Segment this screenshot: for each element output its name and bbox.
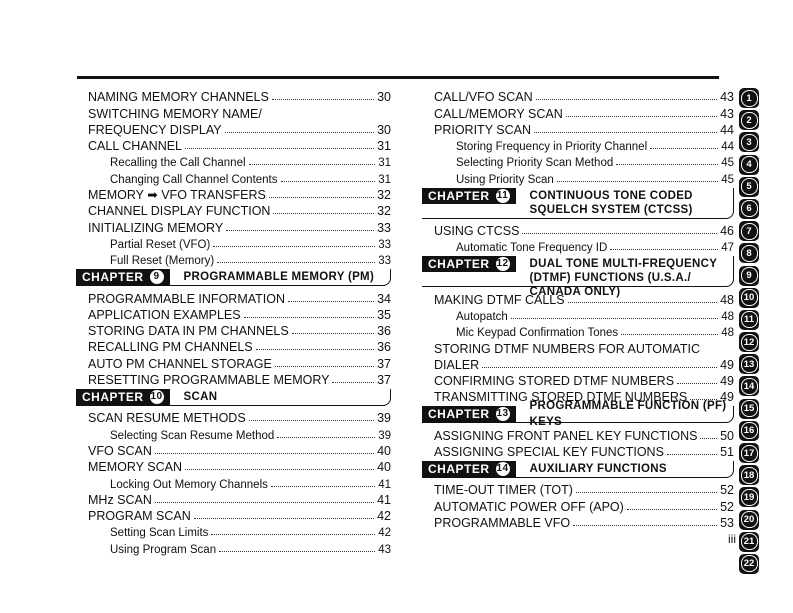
chapter-label: [76, 389, 170, 405]
chapter-tab-number: 18: [741, 467, 758, 484]
dot-leader: [573, 525, 717, 526]
chapter-tab[interactable]: [739, 199, 759, 219]
entry-page: 31: [377, 139, 391, 154]
toc-entry[interactable]: [88, 218, 391, 234]
entry-page: 50: [720, 428, 734, 443]
chapter-label-text: CHAPTER: [82, 270, 144, 285]
chapter-label-text: CHAPTER: [428, 462, 490, 477]
entry-page: 30: [377, 122, 391, 137]
entry-page: 40: [377, 460, 391, 475]
chapter-label: [422, 406, 516, 422]
entry-page: 47: [721, 242, 734, 255]
dot-leader: [194, 518, 374, 519]
entry-title: Mic Keypad Confirmation Tones: [456, 327, 619, 340]
toc-entry[interactable]: [88, 371, 391, 387]
toc-subentry[interactable]: [88, 474, 391, 490]
entry-title: NAMING MEMORY CHANNELS: [88, 90, 269, 105]
chapter-tab[interactable]: [739, 266, 759, 286]
dot-leader: [272, 99, 374, 100]
entry-title: Selecting Priority Scan Method: [456, 157, 614, 170]
entry-page: 43: [720, 90, 734, 105]
entry-page: 46: [720, 224, 734, 239]
entry-title: Automatic Tone Frequency ID: [456, 242, 608, 255]
entry-page: 45: [721, 157, 734, 170]
entry-page: 52: [720, 499, 734, 514]
entry-title: RECALLING PM CHANNELS: [88, 340, 253, 355]
toc-entry[interactable]: [88, 104, 391, 120]
chapter-tab-number: 4: [741, 156, 758, 173]
toc-entry[interactable]: [88, 322, 391, 338]
entry-title: MAKING DTMF CALLS: [434, 292, 565, 307]
chapter-tab[interactable]: [739, 221, 759, 241]
entry-title: MEMORY SCAN: [88, 460, 183, 475]
dot-leader: [610, 249, 718, 250]
chapter-heading: [422, 256, 734, 299]
chapter-tab-number: 21: [741, 533, 758, 550]
entry-title: APPLICATION EXAMPLES: [88, 307, 241, 322]
dot-leader: [155, 502, 374, 503]
dot-leader: [677, 383, 717, 384]
entry-title: VFO SCAN: [88, 443, 152, 458]
entry-title: Using Priority Scan: [456, 173, 554, 186]
dot-leader: [292, 333, 374, 334]
dot-leader: [185, 148, 374, 149]
entry-title: RESETTING PROGRAMMABLE MEMORY: [88, 373, 330, 388]
entry-page: 33: [377, 220, 391, 235]
toc-entry[interactable]: [88, 338, 391, 354]
toc-entry[interactable]: [88, 507, 391, 523]
chapter-title: AUXILIARY FUNCTIONS: [529, 463, 667, 476]
chapter-tab[interactable]: [739, 88, 759, 108]
toc-entry[interactable]: [88, 491, 391, 507]
chapter-number: 10: [150, 391, 163, 403]
chapter-label-text: CHAPTER: [82, 390, 144, 405]
chapter-number: 9: [150, 270, 164, 284]
entry-page: 36: [377, 340, 391, 355]
entry-title: Setting Scan Limits: [110, 527, 209, 540]
entry-title: CALL/VFO SCAN: [434, 90, 533, 105]
toc-subentry[interactable]: [88, 523, 391, 539]
chapter-number: 12: [496, 258, 509, 270]
entry-title: Using Program Scan: [110, 543, 217, 556]
entry-title: Storing Frequency in Priority Channel: [456, 141, 648, 154]
chapter-title: PROGRAMMABLE MEMORY (PM): [183, 271, 375, 284]
chapter-tab-number: 13: [741, 356, 758, 373]
entry-page: 49: [720, 390, 734, 405]
toc-entry[interactable]: [434, 290, 734, 306]
chapter-tab-number: 1: [741, 90, 758, 107]
entry-title: Full Reset (Memory): [110, 255, 215, 268]
entry-page: 44: [720, 122, 734, 137]
chapter-tab-number: 3: [741, 134, 758, 151]
entry-title: MEMORY ➡ VFO TRANSFERS: [88, 188, 266, 203]
entry-title: CALL CHANNEL: [88, 139, 183, 154]
entry-title: CONFIRMING STORED DTMF NUMBERS: [434, 374, 675, 389]
dot-leader: [226, 230, 374, 231]
entry-page: 31: [378, 173, 391, 186]
chapter-label: [422, 461, 516, 477]
chapter-tab-number: 15: [741, 400, 758, 417]
chapter-title: PROGRAMMABLE FUNCTION (PF) KEYS: [529, 400, 727, 429]
entry-title: PROGRAMMABLE VFO: [434, 515, 571, 530]
toc-subentry[interactable]: [434, 323, 734, 339]
entry-title: PROGRAMMABLE INFORMATION: [88, 291, 286, 306]
entry-page: 49: [720, 374, 734, 389]
entry-page: 41: [378, 478, 391, 491]
toc-subentry[interactable]: [434, 153, 734, 169]
chapter-label-text: CHAPTER: [428, 407, 490, 422]
chapter-tab-number: 8: [741, 245, 758, 262]
toc-entry[interactable]: [88, 354, 391, 370]
entry-title: AUTO PM CHANNEL STORAGE: [88, 356, 272, 371]
chapter-tab[interactable]: [739, 177, 759, 197]
chapter-tab[interactable]: [739, 554, 759, 574]
toc-entry[interactable]: [88, 289, 391, 305]
chapter-tab[interactable]: [739, 376, 759, 396]
toc-entry[interactable]: [434, 222, 734, 238]
entry-page: 48: [721, 327, 734, 340]
chapter-tab[interactable]: [739, 399, 759, 419]
entry-title: MHz SCAN: [88, 492, 152, 507]
dot-leader: [482, 367, 717, 368]
toc-entry[interactable]: [434, 372, 734, 388]
chapter-tab[interactable]: [739, 155, 759, 175]
entry-page: 41: [377, 492, 391, 507]
entry-page: 36: [377, 324, 391, 339]
entry-page: 52: [720, 483, 734, 498]
entry-page: 39: [377, 411, 391, 426]
entry-page: 30: [377, 90, 391, 105]
entry-page: 48: [720, 292, 734, 307]
toc-subentry[interactable]: [434, 238, 734, 254]
entry-title: PROGRAM SCAN: [88, 509, 191, 524]
chapter-tab-number: 5: [741, 178, 758, 195]
entry-page: 53: [720, 515, 734, 530]
dot-leader: [288, 301, 374, 302]
toc-entry[interactable]: [88, 458, 391, 474]
chapter-tab-number: 10: [741, 289, 758, 306]
entry-page: 48: [721, 310, 734, 323]
chapter-tab-number: 12: [741, 334, 758, 351]
entry-title: STORING DATA IN PM CHANNELS: [88, 324, 289, 339]
dot-leader: [217, 262, 375, 263]
dot-leader: [616, 164, 718, 165]
chapter-tab[interactable]: [739, 532, 759, 552]
dot-leader: [511, 318, 718, 319]
chapter-tab[interactable]: [739, 332, 759, 352]
chapter-tab-number: 17: [741, 445, 758, 462]
entry-title: DIALER: [434, 357, 480, 372]
toc-subentry[interactable]: [88, 251, 391, 267]
toc-subentry[interactable]: [88, 235, 391, 251]
chapter-tab-number: 14: [741, 378, 758, 395]
toc-entry[interactable]: [434, 443, 734, 459]
toc-subentry[interactable]: [434, 169, 734, 185]
toc-subentry[interactable]: [88, 539, 391, 555]
chapter-tab[interactable]: [739, 132, 759, 152]
entry-title: Locking Out Memory Channels: [110, 478, 268, 491]
chapter-heading: [422, 400, 734, 429]
entry-title: TRANSMITTING STORED DTMF NUMBERS: [434, 390, 688, 405]
dot-leader: [211, 534, 375, 535]
toc-subentry[interactable]: [88, 169, 391, 185]
dot-leader: [249, 420, 374, 421]
entry-page: 42: [377, 509, 391, 524]
page-number: iii: [728, 532, 736, 546]
entry-page: 43: [378, 543, 391, 556]
dot-leader: [700, 438, 717, 439]
chapter-label-text: CHAPTER: [428, 257, 490, 272]
entry-title: USING CTCSS: [434, 224, 520, 239]
toc-entry[interactable]: [88, 202, 391, 218]
chapter-label: [422, 188, 516, 204]
chapter-tab-number: 2: [741, 112, 758, 129]
entry-page: 31: [378, 157, 391, 170]
dot-leader: [185, 469, 374, 470]
entry-title: PRIORITY SCAN: [434, 122, 532, 137]
chapter-tab-number: 11: [741, 311, 758, 328]
entry-title: Partial Reset (VFO): [110, 238, 211, 251]
chapter-label-text: CHAPTER: [428, 188, 490, 203]
toc-entry[interactable]: [88, 121, 391, 137]
toc-entry[interactable]: [434, 514, 734, 530]
entry-title: SWITCHING MEMORY NAME/: [88, 106, 262, 121]
dot-leader: [277, 437, 375, 438]
toc-entry[interactable]: [88, 186, 391, 202]
entry-title: ASSIGNING FRONT PANEL KEY FUNCTIONS: [434, 428, 698, 443]
dot-leader: [275, 366, 374, 367]
entry-title: ASSIGNING SPECIAL KEY FUNCTIONS: [434, 445, 664, 460]
entry-page: 40: [377, 443, 391, 458]
toc-subentry[interactable]: [434, 307, 734, 323]
chapter-tab[interactable]: [739, 487, 759, 507]
chapter-heading: [422, 188, 734, 219]
chapter-tab-number: 7: [741, 223, 758, 240]
entry-page: 34: [377, 291, 391, 306]
entry-page: 49: [720, 357, 734, 372]
toc-subentry[interactable]: [88, 153, 391, 169]
entry-title: FREQUENCY DISPLAY: [88, 122, 222, 137]
toc-entry[interactable]: [88, 409, 391, 425]
entry-title: Autopatch: [456, 310, 508, 323]
entry-page: 45: [721, 173, 734, 186]
chapter-tab[interactable]: [739, 288, 759, 308]
entry-page: 37: [377, 373, 391, 388]
dot-leader: [332, 382, 374, 383]
toc-right-column: [428, 88, 734, 530]
chapter-label: [422, 256, 516, 272]
dot-leader: [269, 197, 374, 198]
dot-leader: [213, 246, 375, 247]
dot-leader: [667, 454, 717, 455]
entry-page: 43: [720, 106, 734, 121]
dot-leader: [557, 181, 718, 182]
dot-leader: [534, 132, 717, 133]
entry-title: SCAN RESUME METHODS: [88, 411, 246, 426]
toc-entry[interactable]: [434, 481, 734, 497]
entry-title: Selecting Scan Resume Method: [110, 429, 275, 442]
dot-leader: [627, 509, 717, 510]
dot-leader: [244, 317, 374, 318]
chapter-title: CONTINUOUS TONE CODED SQUELCH SYSTEM (CTCSS): [529, 189, 693, 216]
toc-entry[interactable]: [434, 339, 734, 355]
entry-page: 39: [378, 429, 391, 442]
chapter-heading: [422, 461, 734, 478]
entry-title: Changing Call Channel Contents: [110, 173, 278, 186]
dot-leader: [219, 551, 375, 552]
chapter-title: SCAN: [183, 391, 218, 404]
toc-entry[interactable]: [88, 88, 391, 104]
dot-leader: [621, 334, 718, 335]
toc-left-column: [82, 88, 391, 556]
dot-leader: [273, 213, 374, 214]
entry-title: INITIALIZING MEMORY: [88, 220, 224, 235]
chapter-tab-number: 22: [741, 555, 758, 572]
dot-leader: [256, 349, 374, 350]
dot-leader: [522, 233, 717, 234]
dot-leader: [249, 164, 376, 165]
chapter-tab[interactable]: [739, 510, 759, 530]
dot-leader: [155, 453, 374, 454]
entry-title: STORING DTMF NUMBERS FOR AUTOMATIC: [434, 341, 700, 356]
chapter-tab[interactable]: [739, 310, 759, 330]
dot-leader: [650, 148, 718, 149]
toc-entry[interactable]: [434, 88, 734, 104]
entry-title: TIME-OUT TIMER (TOT): [434, 483, 573, 498]
entry-page: 32: [377, 204, 391, 219]
chapter-tab-number: 20: [741, 511, 758, 528]
chapter-tab[interactable]: [739, 465, 759, 485]
entry-page: 51: [720, 445, 734, 460]
chapter-heading: [76, 389, 391, 406]
chapter-tab[interactable]: [739, 243, 759, 263]
entry-page: 35: [377, 307, 391, 322]
dot-leader: [576, 492, 717, 493]
chapter-tab-number: 6: [741, 200, 758, 217]
chapter-label: [76, 269, 170, 285]
chapter-tab[interactable]: [739, 443, 759, 463]
entry-title: Recalling the Call Channel: [110, 157, 246, 170]
entry-title: AUTOMATIC POWER OFF (APO): [434, 499, 624, 514]
entry-title: CHANNEL DISPLAY FUNCTION: [88, 204, 271, 219]
chapter-tab[interactable]: [739, 354, 759, 374]
toc-entry[interactable]: [434, 356, 734, 372]
entry-page: 42: [378, 527, 391, 540]
chapter-number: 13: [496, 408, 509, 420]
entry-page: 33: [378, 255, 391, 268]
toc-entry[interactable]: [88, 306, 391, 322]
chapter-tab-strip: [739, 88, 759, 576]
toc-subentry[interactable]: [88, 425, 391, 441]
top-rule: [77, 76, 719, 79]
toc-entry[interactable]: [434, 121, 734, 137]
chapter-tab-number: 9: [741, 267, 758, 284]
dot-leader: [536, 99, 717, 100]
toc-entry[interactable]: [88, 442, 391, 458]
toc-subentry[interactable]: [434, 137, 734, 153]
dot-leader: [225, 132, 374, 133]
chapter-number: 14: [496, 463, 509, 475]
chapter-tab-number: 16: [741, 422, 758, 439]
toc-entry[interactable]: [434, 497, 734, 513]
dot-leader: [568, 302, 718, 303]
toc-entry[interactable]: [434, 104, 734, 120]
chapter-title: DUAL TONE MULTI-FREQUENCY (DTMF) FUNCTIONS (U.S.A./ CANADA ONLY): [529, 258, 717, 299]
entry-page: 32: [377, 188, 391, 203]
chapter-heading: [76, 269, 391, 286]
toc-entry[interactable]: [434, 426, 734, 442]
dot-leader: [566, 116, 717, 117]
entry-title: CALL/MEMORY SCAN: [434, 106, 563, 121]
chapter-tab[interactable]: [739, 421, 759, 441]
entry-page: 37: [377, 356, 391, 371]
chapter-tab[interactable]: [739, 110, 759, 130]
entry-page: 33: [378, 238, 391, 251]
dot-leader: [271, 486, 375, 487]
toc-entry[interactable]: [88, 137, 391, 153]
chapter-number: 11: [496, 189, 509, 201]
dot-leader: [281, 181, 376, 182]
entry-page: 44: [721, 141, 734, 154]
chapter-tab-number: 19: [741, 489, 758, 506]
